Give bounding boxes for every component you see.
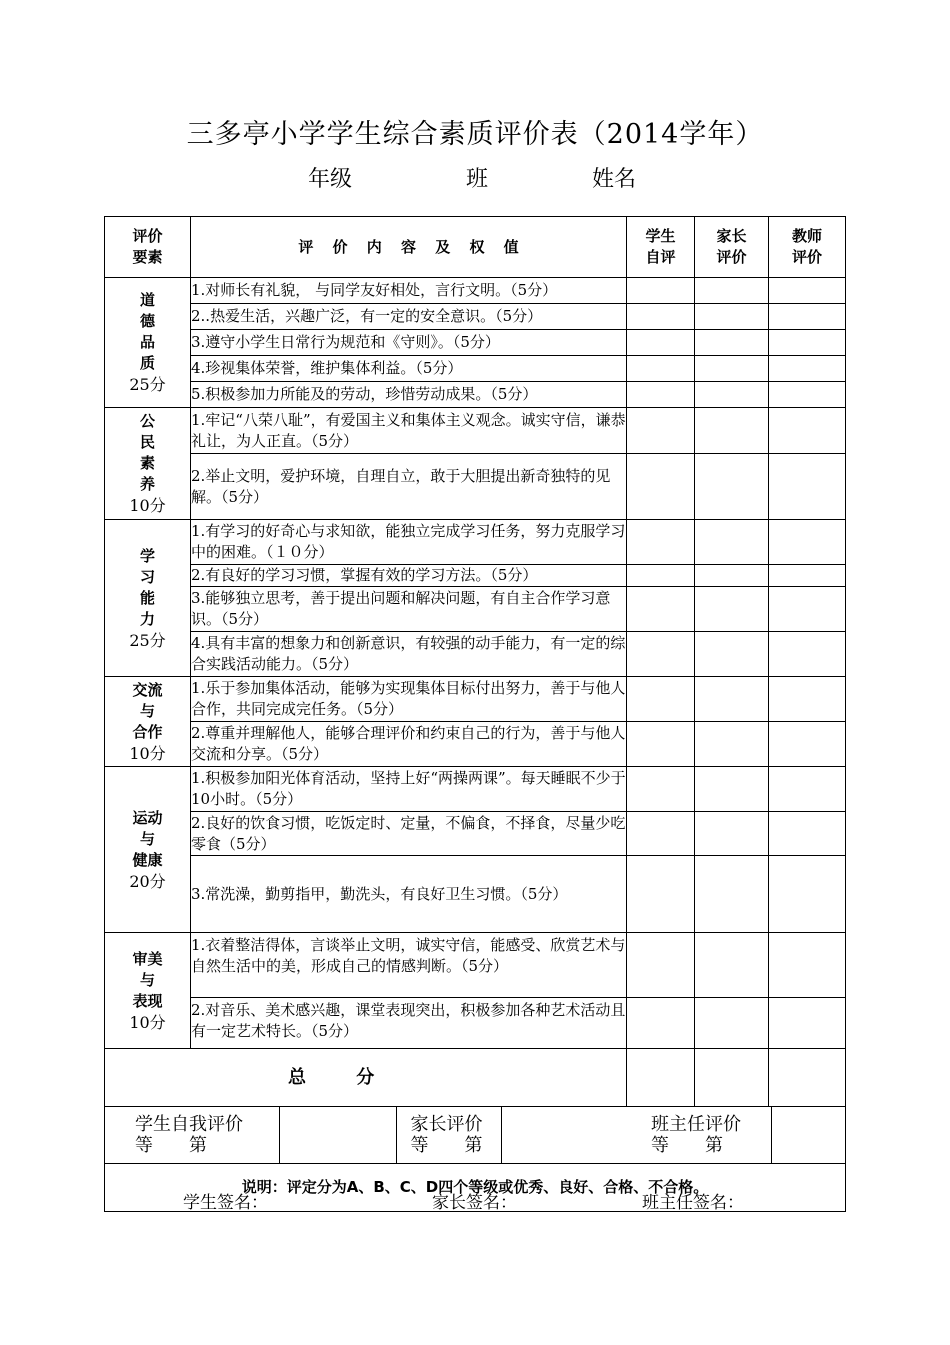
teacher-header: 教师 评价 (769, 217, 846, 278)
parent-score-cell[interactable] (695, 278, 769, 304)
criterion-text: 2.对音乐、美术感兴趣，课堂表现突出，积极参加各种艺术活动且有一定艺术特长。（5分） (191, 998, 627, 1049)
table-row (105, 933, 846, 998)
table-row (105, 520, 846, 565)
student-self-score-cell[interactable] (627, 933, 695, 998)
table-row (105, 632, 846, 677)
criterion-text: 3.常洗澡，勤剪指甲，勤洗头，有良好卫生习惯。（5分） (191, 856, 627, 933)
table-row (105, 408, 846, 454)
student-self-score-cell[interactable] (627, 520, 695, 565)
table-row (105, 677, 846, 722)
teacher-grade-label: 班主任评价 等 第 (651, 1114, 741, 1156)
teacher-score-cell[interactable] (769, 330, 846, 356)
parent-header: 家长 评价 (695, 217, 769, 278)
teacher-score-cell[interactable] (769, 278, 846, 304)
grade-row (105, 1107, 846, 1164)
parent-score-cell[interactable] (695, 767, 769, 812)
content-header: 评 价 内 容 及 权 值 (191, 217, 627, 278)
parent-score-cell[interactable] (695, 304, 769, 330)
total-row (105, 1049, 846, 1107)
student-self-score-cell[interactable] (627, 856, 695, 933)
criterion-text: 4.具有丰富的想象力和创新意识，有较强的动手能力，有一定的综合实践活动能力。（5分） (191, 632, 627, 677)
teacher-score-cell[interactable] (769, 408, 846, 454)
teacher-score-cell[interactable] (769, 304, 846, 330)
factor-cell: 交流 与 合作 10分 (105, 677, 191, 767)
teacher-score-cell[interactable] (769, 933, 846, 998)
teacher-score-cell[interactable] (769, 587, 846, 632)
teacher-score-cell[interactable] (769, 520, 846, 565)
criterion-text: 1.对师长有礼貌， 与同学友好相处，言行文明。（5分） (191, 278, 627, 304)
student-self-score-cell[interactable] (627, 722, 695, 767)
student-self-grade-box[interactable] (279, 1107, 396, 1163)
grade-table (105, 1107, 846, 1163)
teacher-score-cell[interactable] (769, 677, 846, 722)
parent-score-cell[interactable] (695, 520, 769, 565)
student-self-score-cell[interactable] (627, 632, 695, 677)
criterion-text: 2.有良好的学习习惯，掌握有效的学习方法。（5分） (191, 565, 627, 587)
student-self-grade-label: 学生自我评价 等 第 (135, 1114, 243, 1156)
parent-grade-label: 家长评价 等 第 (410, 1114, 483, 1156)
factor-cell: 学 习 能 力 25分 (105, 520, 191, 677)
criterion-text: 2.举止文明，爱护环境，自理自立，敢于大胆提出新奇独特的见解。（5分） (191, 454, 627, 520)
evaluation-table (104, 216, 846, 1212)
factor-cell: 公 民 素 养 10分 (105, 408, 191, 520)
parent-score-cell[interactable] (695, 330, 769, 356)
grade-container (105, 1107, 846, 1164)
student-info-line (0, 162, 950, 194)
student-signature: 学生签名： (183, 1193, 268, 1213)
criterion-text: 3.能够独立思考，善于提出问题和解决问题，有自主合作学习意识。（5分） (191, 587, 627, 632)
table-row (105, 278, 846, 304)
table-row (105, 356, 846, 382)
criterion-text: 2..热爱生活，兴趣广泛，有一定的安全意识。（5分） (191, 304, 627, 330)
factor-header: 评价 要素 (105, 217, 191, 278)
total-label: 总 分 (105, 1049, 627, 1107)
teacher-score-cell[interactable] (769, 356, 846, 382)
criterion-text: 1.衣着整洁得体，言谈举止文明，诚实守信，能感受、欣赏艺术与自然生活中的美，形成自己的情感判断。（5分） (191, 933, 627, 998)
student-self-score-cell[interactable] (627, 998, 695, 1049)
parent-score-cell[interactable] (695, 408, 769, 454)
table-row (105, 565, 846, 587)
parent-grade-box[interactable] (501, 1107, 629, 1163)
teacher-score-cell[interactable] (769, 632, 846, 677)
parent-score-cell[interactable] (695, 998, 769, 1049)
table-header-row (105, 217, 846, 278)
teacher-score-cell[interactable] (769, 812, 846, 856)
table-row (105, 998, 846, 1049)
class-label: 班 (466, 167, 489, 192)
criterion-text: 1.有学习的好奇心与求知欲，能独立完成学习任务，努力克服学习中的困难。（１０分） (191, 520, 627, 565)
criterion-text: 4.珍视集体荣誉，维护集体利益。（5分） (191, 356, 627, 382)
parent-score-cell[interactable] (695, 382, 769, 408)
student-self-score-cell[interactable] (627, 454, 695, 520)
student-self-score-cell[interactable] (627, 565, 695, 587)
criterion-text: 2.良好的饮食习惯，吃饭定时、定量，不偏食，不择食，尽量少吃零食（5分） (191, 812, 627, 856)
parent-score-cell[interactable] (695, 632, 769, 677)
teacher-score-cell[interactable] (769, 722, 846, 767)
teacher-score-cell[interactable] (769, 998, 846, 1049)
teacher-score-cell[interactable] (769, 382, 846, 408)
teacher-score-cell[interactable] (769, 565, 846, 587)
table-row (105, 722, 846, 767)
factor-cell: 审美 与 表现 10分 (105, 933, 191, 1049)
student-self-score-cell[interactable] (627, 767, 695, 812)
table-row (105, 767, 846, 812)
grade-label: 年级 (308, 167, 353, 192)
student-self-score-cell[interactable] (627, 587, 695, 632)
table-row (105, 856, 846, 900)
table-row (105, 382, 846, 408)
criterion-text: 1.积极参加阳光体育活动，坚持上好“两操两课”。每天睡眠不少于10小时。（5分） (191, 767, 627, 812)
name-label: 姓名 (592, 167, 637, 192)
criterion-text: 2.尊重并理解他人，能够合理评价和约束自己的行为，善于与他人交流和分享。（5分） (191, 722, 627, 767)
student-self-score-cell[interactable] (627, 812, 695, 856)
page-title: 三多亭小学学生综合素质评价表（2014学年） (186, 119, 764, 150)
total-student-cell[interactable] (627, 1049, 695, 1107)
parent-score-cell[interactable] (695, 722, 769, 767)
parent-score-cell[interactable] (695, 677, 769, 722)
parent-score-cell[interactable] (695, 454, 769, 520)
teacher-signature: 班主任签名： (642, 1193, 744, 1213)
criterion-text: 3.遵守小学生日常行为规范和《守则》。（5分） (191, 330, 627, 356)
parent-signature: 家长签名： (432, 1193, 517, 1213)
teacher-grade-box[interactable] (771, 1107, 846, 1163)
criterion-text: 5.积极参加力所能及的劳动，珍惜劳动成果。（5分） (191, 382, 627, 408)
student-self-header: 学生 自评 (627, 217, 695, 278)
student-self-score-cell[interactable] (627, 382, 695, 408)
student-self-score-cell[interactable] (627, 304, 695, 330)
student-self-score-cell[interactable] (627, 330, 695, 356)
total-teacher-cell[interactable] (769, 1049, 846, 1107)
parent-score-cell[interactable] (695, 587, 769, 632)
table-row (105, 330, 846, 356)
total-parent-cell[interactable] (695, 1049, 769, 1107)
parent-score-cell[interactable] (695, 933, 769, 998)
criterion-text: 1.牢记“八荣八耻”，有爱国主义和集体主义观念。诚实守信，谦恭礼让，为人正直。（5分） (191, 408, 627, 454)
teacher-score-cell[interactable] (769, 454, 846, 520)
student-self-score-cell[interactable] (627, 356, 695, 382)
table-row (105, 587, 846, 632)
parent-score-cell[interactable] (695, 356, 769, 382)
grading-note: 说明：评定分为A、B、C、D四个等级或优秀、良好、合格、不合格。 (105, 1164, 846, 1212)
table-row (105, 304, 846, 330)
factor-cell: 运动 与 健康 20分 (105, 767, 191, 933)
criterion-text: 1.乐于参加集体活动，能够为实现集体目标付出努力，善于与他人合作，共同完成完任务。（5分） (191, 677, 627, 722)
factor-cell: 道 德 品 质 25分 (105, 278, 191, 408)
parent-score-cell[interactable] (695, 565, 769, 587)
student-self-score-cell[interactable] (627, 408, 695, 454)
signature-line (0, 1188, 950, 1218)
table-row (105, 454, 846, 520)
teacher-score-cell[interactable] (769, 856, 846, 933)
teacher-score-cell[interactable] (769, 767, 846, 812)
student-self-score-cell[interactable] (627, 278, 695, 304)
table-row (105, 812, 846, 856)
student-self-score-cell[interactable] (627, 677, 695, 722)
parent-score-cell[interactable] (695, 812, 769, 856)
parent-score-cell[interactable] (695, 856, 769, 933)
